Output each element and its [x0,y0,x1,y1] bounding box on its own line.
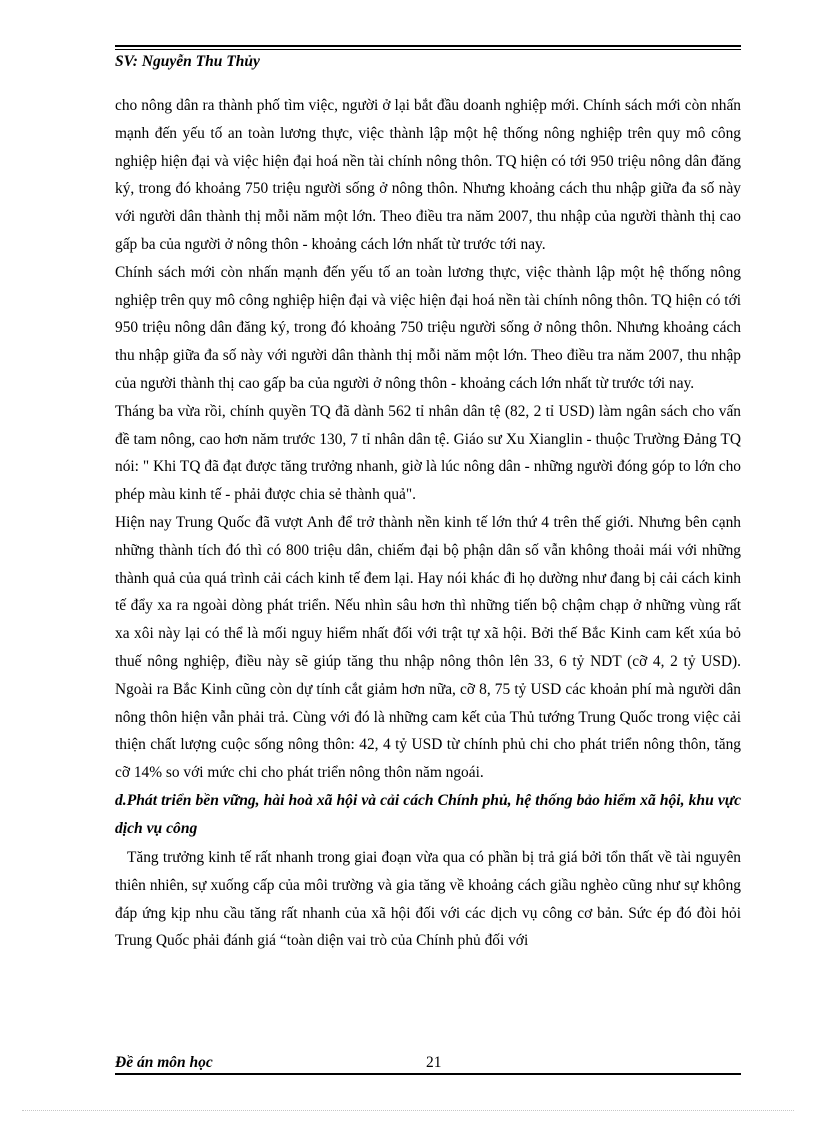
paragraph-2: Chính sách mới còn nhấn mạnh đến yếu tố an toàn lương thực, việc thành lập một hệ thống nông nghiệp trên quy mô công nghiệp hiện đại và việc hiện đại hoá nền tài chính nông thôn. TQ hiện có tới 950 triệu nông dân đăng ký, trong đó khoảng 750 triệu người sống ở nông thôn. Nhưng khoảng cách thu nhập giữa đa số này với người dân thành thị mỗi năm một lớn. Theo điều tra năm 2007, thu nhập của người thành thị cao gấp ba của người ở nông thôn - khoảng cách lớn nhất từ trước tới nay. [115,263,741,392]
page-edge [22,1110,794,1111]
section-heading: d.Phát triển bền vững, hài hoà xã hội và cải cách Chính phủ, hệ thống bảo hiểm xã hội, khu vực dịch vụ công [115,791,741,838]
footer-rule [115,1073,741,1075]
paragraph-3: Tháng ba vừa rồi, chính quyền TQ đã dành 562 tỉ nhân dân tệ (82, 2 tỉ USD) làm ngân sách cho vấn đề tam nông, cao hơn năm trước 130, 7 tỉ nhân dân tệ. Giáo sư Xu Xianglin - thuộc Trường Đảng TQ nói: " Khi TQ đã đạt được tăng trưởng nhanh, giờ là lúc nông dân - những người đóng góp to lớn cho phép màu kinh tế - phải được chia sẻ thành quả". [115,402,741,504]
paragraph-4: Hiện nay Trung Quốc đã vượt Anh để trở thành nền kinh tế lớn thứ 4 trên thế giới. Nhưng bên cạnh những thành tích đó thì có 800 triệu dân, chiếm đại bộ phận dân số vẫn không thoải mái với những thành quả của quá trình cải cách kinh tế đem lại. Hay nói khác đi họ dường như đang bị cải cách kinh tế đẩy xa ra ngoài dòng phát triển. Nếu nhìn sâu hơn thì những tiến bộ chậm chạp ở những vùng rất xa xôi này lại có thể là mối nguy hiểm nhất đối với trật tự xã hội. Bởi thế Bắc Kinh cam kết xúa bỏ thuế nông nghiệp, điều này sẽ giúp tăng thu nhập nông thôn lên 33, 6 tỷ NDT (cỡ 4, 2 tỷ USD). Ngoài ra Bắc Kinh cũng còn dự tính cắt giảm hơn nữa, cỡ 8, 75 tỷ USD các khoản phí mà người dân nông thôn hiện vẫn phải trả. Cùng với đó là những cam kết của Thủ tướng Trung Quốc trong việc cải thiện chất lượng cuộc sống nông thôn: 42, 4 tỷ USD từ chính phủ chi cho phát triển nông thôn, tăng cỡ 14% so với mức chi cho phát triển nông thôn năm ngoái. [115,513,741,782]
header-rule [115,45,741,47]
footer-course-title: Đề án môn học [115,1054,213,1071]
document-body [115,92,741,955]
paragraph-1: cho nông dân ra thành phố tìm việc, người ở lại bắt đầu doanh nghiệp mới. Chính sách mới còn nhấn mạnh đến yếu tố an toàn lương thực, việc thành lập một hệ thống nông nghiệp trên quy mô công nghiệp hiện đại và việc hiện đại hoá nền tài chính nông thôn. TQ hiện có tới 950 triệu nông dân đăng ký, trong đó khoảng 750 triệu người sống ở nông thôn. Nhưng khoảng cách thu nhập giữa đa số này với người dân thành thị mỗi năm một lớn. Theo điều tra năm 2007, thu nhập của người thành thị cao gấp ba của người ở nông thôn - khoảng cách lớn nhất từ trước tới nay. [115,97,741,253]
header-author: SV: Nguyễn Thu Thủy [115,53,260,70]
header-rule-thin [115,49,741,50]
page-number: 21 [426,1054,442,1071]
paragraph-5: Tăng trưởng kinh tế rất nhanh trong giai đoạn vừa qua có phần bị trả giá bởi tổn thất về tài nguyên thiên nhiên, sự xuống cấp của môi trường và gia tăng về khoảng cách giầu nghèo cũng như sự không đáp ứng kịp nhu cầu tăng rất nhanh của xã hội đối với các dịch vụ công cơ bản. Sức ép đó đòi hỏi Trung Quốc phải đánh giá “toàn diện vai trò của Chính phủ đối với [115,848,741,950]
